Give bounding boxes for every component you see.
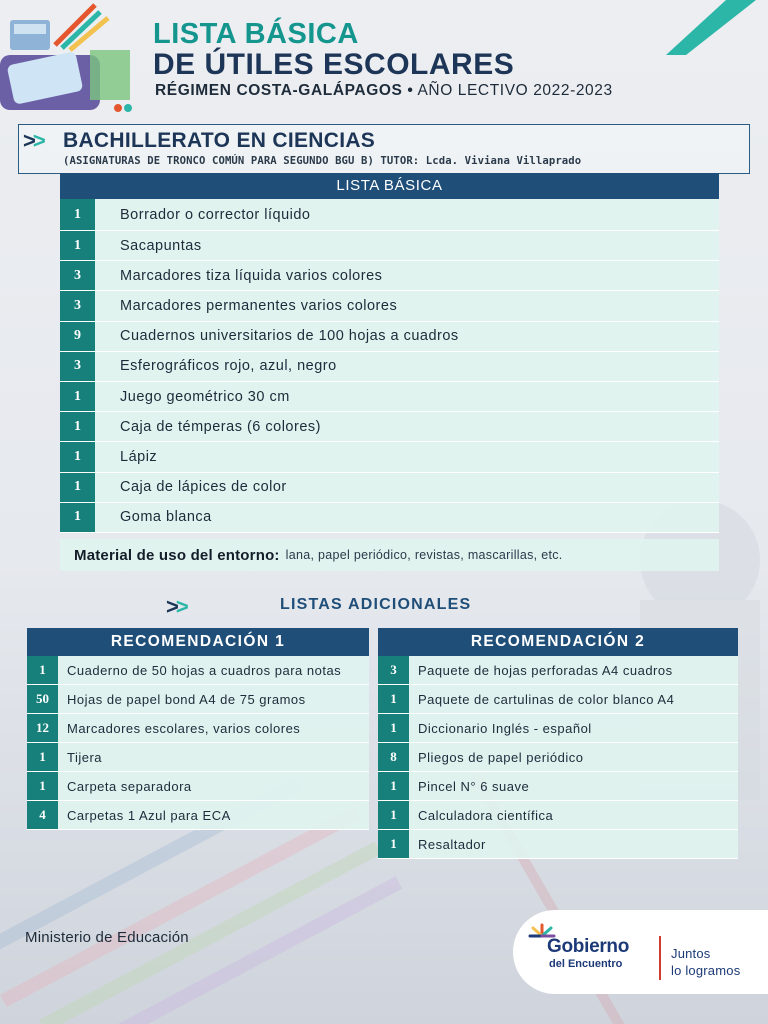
list-item bbox=[60, 261, 719, 291]
government-name: Gobierno bbox=[547, 936, 630, 957]
corner-decoration bbox=[666, 0, 756, 60]
environment-label: Material de uso del entorno: bbox=[74, 546, 280, 564]
list-item bbox=[378, 772, 738, 801]
list-item bbox=[27, 656, 369, 685]
item-description: Paquete de cartulinas de color blanco A4 bbox=[409, 685, 738, 713]
list-item bbox=[27, 685, 369, 714]
item-quantity: 12 bbox=[27, 714, 58, 742]
item-quantity: 1 bbox=[60, 231, 95, 260]
item-description: Marcadores tiza líquida varios colores bbox=[95, 261, 719, 290]
environment-text: lana, papel periódico, revistas, mascarillas, etc. bbox=[285, 548, 563, 562]
additional-lists-title: LISTAS ADICIONALES bbox=[280, 596, 472, 613]
item-quantity: 1 bbox=[60, 503, 95, 532]
item-quantity: 1 bbox=[60, 199, 95, 230]
item-description: Caja de témperas (6 colores) bbox=[95, 412, 719, 441]
item-description: Pliegos de papel periódico bbox=[409, 743, 738, 771]
recommendation-2-heading: RECOMENDACIÓN 2 bbox=[378, 628, 738, 656]
government-subname: del Encuentro bbox=[549, 958, 623, 970]
list-item bbox=[378, 801, 738, 830]
list-item bbox=[60, 442, 719, 472]
list-item bbox=[60, 291, 719, 321]
list-item bbox=[60, 382, 719, 412]
item-description: Pincel N° 6 suave bbox=[409, 772, 738, 800]
item-description: Resaltador bbox=[409, 830, 738, 858]
item-quantity: 1 bbox=[378, 714, 409, 742]
item-quantity: 1 bbox=[378, 685, 409, 713]
list-item bbox=[60, 473, 719, 503]
item-quantity: 1 bbox=[27, 772, 58, 800]
recommendation-1-heading: RECOMENDACIÓN 1 bbox=[27, 628, 369, 656]
item-quantity: 3 bbox=[378, 656, 409, 684]
recommendation-1-table bbox=[27, 628, 369, 830]
list-item bbox=[60, 322, 719, 352]
list-item bbox=[60, 199, 719, 231]
list-item bbox=[60, 412, 719, 442]
list-item bbox=[27, 772, 369, 801]
item-description: Marcadores escolares, varios colores bbox=[58, 714, 369, 742]
list-item bbox=[60, 352, 719, 382]
item-quantity: 1 bbox=[27, 656, 58, 684]
item-description: Cuadernos universitarios de 100 hojas a cuadros bbox=[95, 322, 719, 351]
item-description: Sacapuntas bbox=[95, 231, 719, 260]
basic-list-heading: LISTA BÁSICA bbox=[60, 173, 719, 199]
item-quantity: 4 bbox=[27, 801, 58, 829]
item-quantity: 1 bbox=[60, 442, 95, 471]
ministry-label: Ministerio de Educación bbox=[25, 929, 189, 946]
item-description: Carpeta separadora bbox=[58, 772, 369, 800]
list-item bbox=[27, 801, 369, 830]
item-description: Goma blanca bbox=[95, 503, 719, 532]
basic-list-table bbox=[60, 173, 719, 533]
item-quantity: 1 bbox=[378, 830, 409, 858]
school-year: AÑO LECTIVO 2022-2023 bbox=[417, 82, 613, 99]
item-quantity: 1 bbox=[378, 772, 409, 800]
list-item bbox=[378, 685, 738, 714]
item-quantity: 3 bbox=[60, 352, 95, 381]
item-description: Borrador o corrector líquido bbox=[95, 199, 719, 230]
item-description: Esferográficos rojo, azul, negro bbox=[95, 352, 719, 381]
recommendation-2-table bbox=[378, 628, 738, 859]
double-chevron-icon: >> bbox=[166, 594, 186, 619]
item-quantity: 9 bbox=[60, 322, 95, 351]
item-description: Carpetas 1 Azul para ECA bbox=[58, 801, 369, 829]
list-item bbox=[60, 503, 719, 533]
list-item bbox=[27, 743, 369, 772]
item-description: Hojas de papel bond A4 de 75 gramos bbox=[58, 685, 369, 713]
environment-material-row bbox=[60, 539, 719, 571]
logo-divider bbox=[659, 936, 661, 980]
course-subtitle: (ASIGNATURAS DE TRONCO COMÚN PARA SEGUNDO BGU B) TUTOR: Lcda. Viviana Villaprado bbox=[63, 155, 582, 167]
item-quantity: 3 bbox=[60, 291, 95, 320]
bullet-separator: • bbox=[407, 82, 414, 99]
item-quantity: 8 bbox=[378, 743, 409, 771]
item-quantity: 1 bbox=[378, 801, 409, 829]
list-item bbox=[60, 231, 719, 261]
item-description: Juego geométrico 30 cm bbox=[95, 382, 719, 411]
slogan-line-1: Juntos bbox=[671, 946, 711, 961]
item-description: Marcadores permanentes varios colores bbox=[95, 291, 719, 320]
list-item bbox=[378, 743, 738, 772]
item-description: Diccionario Inglés - español bbox=[409, 714, 738, 742]
item-description: Tijera bbox=[58, 743, 369, 771]
item-quantity: 1 bbox=[60, 412, 95, 441]
item-quantity: 50 bbox=[27, 685, 58, 713]
item-quantity: 1 bbox=[60, 473, 95, 502]
item-description: Lápiz bbox=[95, 442, 719, 471]
school-supplies-illustration bbox=[0, 0, 140, 118]
slogan-line-2: lo logramos bbox=[671, 963, 741, 978]
item-quantity: 1 bbox=[27, 743, 58, 771]
course-title: BACHILLERATO EN CIENCIAS bbox=[63, 129, 376, 152]
item-description: Calculadora científica bbox=[409, 801, 738, 829]
item-description: Cuaderno de 50 hojas a cuadros para notas bbox=[58, 656, 369, 684]
course-banner bbox=[18, 124, 750, 174]
list-item bbox=[378, 714, 738, 743]
list-item bbox=[378, 830, 738, 859]
title-line-2: DE ÚTILES ESCOLARES bbox=[153, 48, 515, 81]
double-chevron-icon: >> bbox=[23, 128, 43, 153]
list-item bbox=[27, 714, 369, 743]
item-description: Paquete de hojas perforadas A4 cuadros bbox=[409, 656, 738, 684]
item-quantity: 3 bbox=[60, 261, 95, 290]
list-item bbox=[378, 656, 738, 685]
item-description: Caja de lápices de color bbox=[95, 473, 719, 502]
item-quantity: 1 bbox=[60, 382, 95, 411]
regime-and-year bbox=[155, 82, 613, 100]
government-logo-badge bbox=[513, 910, 768, 994]
regime-label: RÉGIMEN COSTA-GALÁPAGOS bbox=[155, 82, 403, 99]
title-line-1: LISTA BÁSICA bbox=[153, 18, 359, 50]
